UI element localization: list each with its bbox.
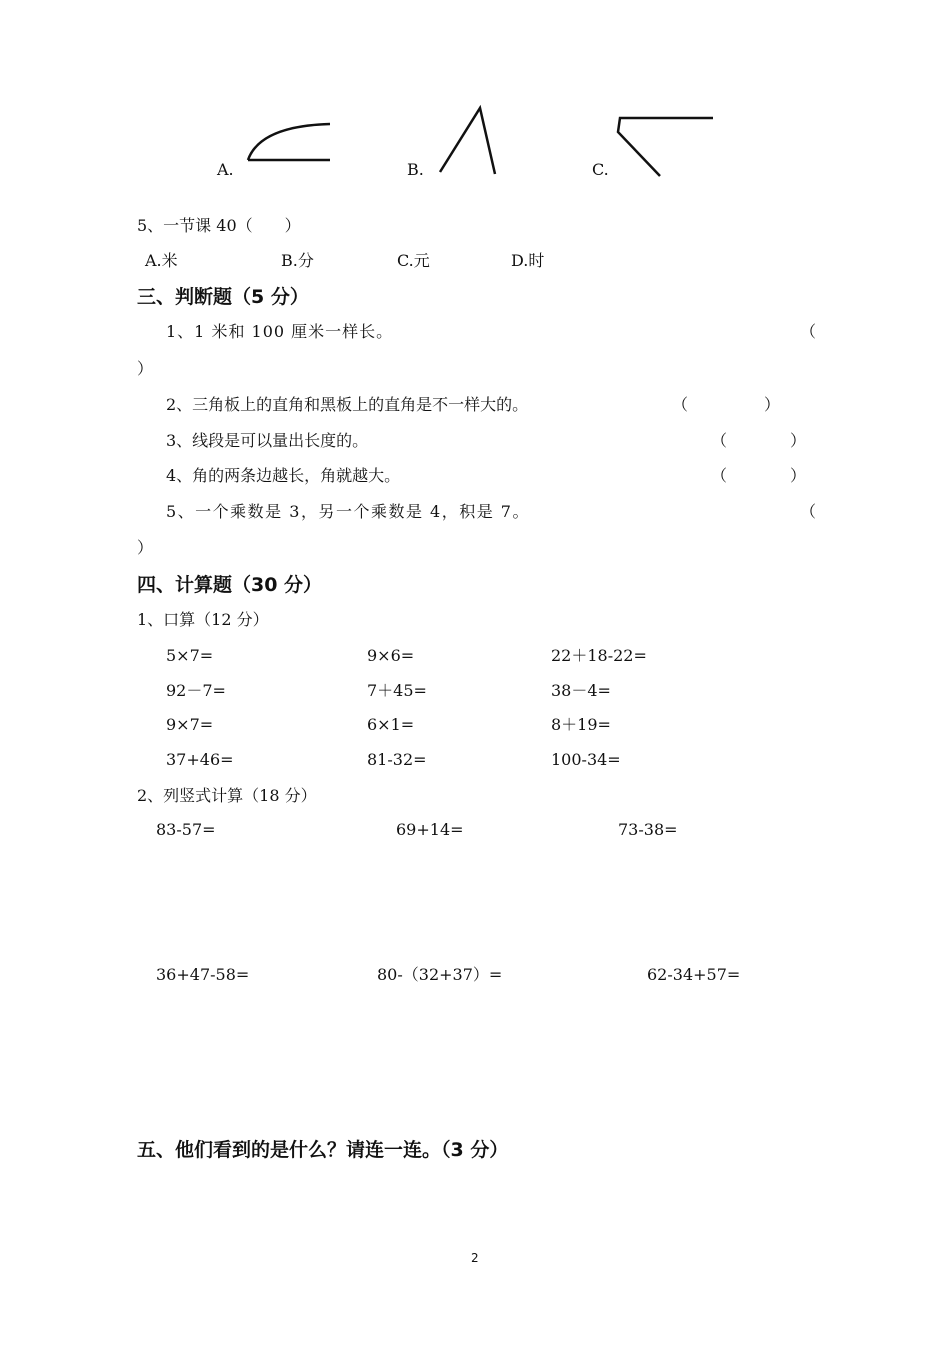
- oral-problem: 7＋45=: [367, 681, 427, 700]
- oral-problem: 9×7=: [166, 715, 214, 734]
- q5-option-a: A.米: [145, 251, 178, 270]
- judge-3-close-paren: ）: [790, 431, 807, 450]
- oral-problem: 9×6=: [367, 646, 415, 665]
- vertical-problem: 36+47-58=: [156, 965, 250, 984]
- judge-item-2: 2、三角板上的直角和黑板上的直角是不一样大的。: [166, 395, 529, 414]
- section-3-title: 三、判断题（5 分）: [137, 286, 309, 308]
- oral-problem: 6×1=: [367, 715, 415, 734]
- oral-problem: 37+46=: [166, 750, 234, 769]
- section-4-title: 四、计算题（30 分）: [137, 574, 323, 596]
- judge-2-close-paren: ）: [764, 395, 781, 414]
- judge-4-open-paren: （: [711, 466, 728, 485]
- q5-option-b: B.分: [281, 251, 314, 270]
- judge-5-close-paren: ）: [137, 538, 154, 557]
- oral-calc-title: 1、口算（12 分）: [137, 610, 269, 629]
- vertical-problem: 73-38=: [618, 820, 678, 839]
- oral-problem: 22＋18-22=: [551, 646, 647, 665]
- bent-line-shape: [614, 116, 718, 178]
- judge-2-open-paren: （: [672, 395, 689, 414]
- oral-problem: 81-32=: [367, 750, 427, 769]
- section-5-title: 五、他们看到的是什么？请连一连。（3 分）: [137, 1139, 509, 1161]
- judge-1-open-paren: （: [800, 322, 817, 341]
- vertical-problem: 80-（32+37）=: [377, 965, 503, 984]
- q5-option-d: D.时: [511, 251, 545, 270]
- judge-1-close-paren: ）: [137, 359, 154, 378]
- option-c-label: C.: [592, 160, 609, 179]
- oral-problem: 38－4=: [551, 681, 611, 700]
- option-b-label: B.: [407, 160, 424, 179]
- vertical-problem: 83-57=: [156, 820, 216, 839]
- oral-problem: 8＋19=: [551, 715, 611, 734]
- judge-item-1: 1、1 米和 100 厘米一样长。: [166, 322, 394, 341]
- angle-shape: [438, 106, 502, 178]
- oral-problem: 92－7=: [166, 681, 226, 700]
- judge-5-open-paren: （: [800, 502, 817, 521]
- vertical-problem: 69+14=: [396, 820, 464, 839]
- oral-problem: 100-34=: [551, 750, 621, 769]
- judge-item-3: 3、线段是可以量出长度的。: [166, 431, 369, 450]
- page-number: 2: [471, 1251, 479, 1265]
- judge-item-4: 4、角的两条边越长，角就越大。: [166, 466, 401, 485]
- quarter-arc-shape: [246, 122, 336, 164]
- judge-4-close-paren: ）: [790, 466, 807, 485]
- oral-problem: 5×7=: [166, 646, 214, 665]
- judge-item-5: 5、一个乘数是 3，另一个乘数是 4，积是 7。: [166, 502, 530, 521]
- vertical-calc-title: 2、列竖式计算（18 分）: [137, 786, 317, 805]
- q5-option-c: C.元: [397, 251, 430, 270]
- option-a-label: A.: [217, 160, 234, 179]
- judge-3-open-paren: （: [711, 431, 728, 450]
- vertical-problem: 62-34+57=: [647, 965, 741, 984]
- question-5-stem: 5、一节课 40（ ）: [137, 216, 301, 235]
